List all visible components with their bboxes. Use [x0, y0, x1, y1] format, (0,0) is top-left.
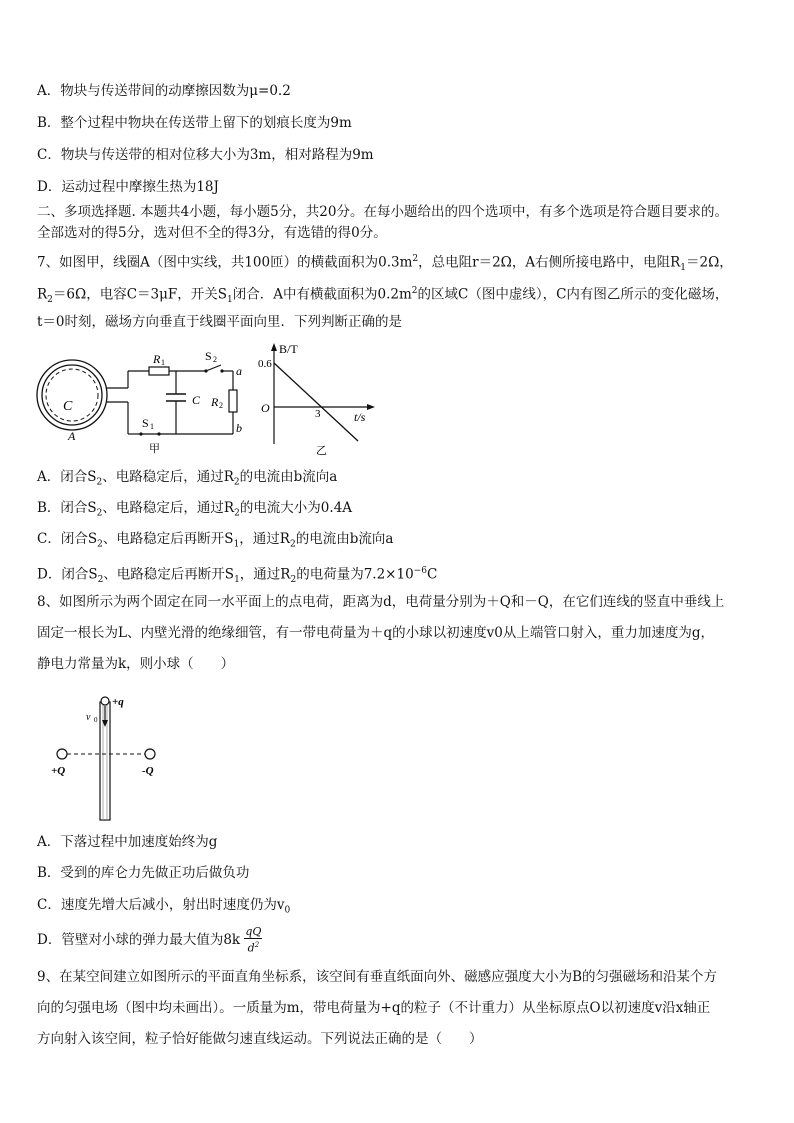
q7-d-text: D．闭合S [37, 566, 98, 583]
label-r1: R [153, 352, 161, 366]
q7-text: ＝6Ω，电容C＝3μF，开关S [52, 286, 227, 303]
q7-text: 7、如图甲，线圈A（图中实线，共100匝）的横截面积为0.3m [37, 254, 413, 271]
q7-b-text: 、电路稳定后，通过R [102, 500, 235, 516]
q7-d-text: ，通过R [239, 566, 291, 583]
resistor-r1 [149, 367, 169, 375]
q8-stem-line2: 固定一根长为L、内壁光滑的绝缘细管，有一带电荷量为＋q的小球以初速度v0从上端管口射入，重力加速度为g， [37, 625, 714, 641]
q7-d-text: 、电路稳定后再断开S [103, 566, 235, 583]
x-axis-arrow [367, 404, 375, 410]
q8-option-c: C．速度先增大后减小，射出时速度仍为$v_0$ [37, 897, 291, 916]
coil-outer [37, 360, 107, 430]
q8-d-text: D．管壁对小球的弹力最大值为8k [37, 931, 241, 948]
frac-denominator: $d^2$ [247, 941, 260, 955]
label-b-node: b [236, 421, 242, 435]
q7-circuit-figure [36, 344, 251, 456]
q7-option-b: B．闭合$S_2$、电路稳定后，通过$R_2$的电流大小为0.4A [37, 500, 353, 519]
q7-c-text: ，通过R [239, 531, 290, 547]
q7-a-text: 的电流由b流向a [239, 469, 338, 485]
q9-stem-line2: 向的匀强电场（图中均未画出）。一质量为m，带电荷量为+q的粒子（不计重力）从坐标原点O以初速度v沿x轴正 [37, 1000, 711, 1016]
q8-d-fraction [244, 926, 262, 955]
q7-stem-line2: $R_2=6\Omega$，电容C＝3μF，开关$S_1$闭合．A中有横截面积为$0.2m^2$的区域C（图中虚线），C内有图乙所示的变化磁场， [37, 286, 729, 306]
label-a: A [68, 429, 76, 443]
q7-text: R [37, 286, 48, 303]
resistor-r2 [229, 390, 237, 412]
label-minus-Q: -Q [142, 765, 154, 777]
svg-text:1: 1 [150, 422, 154, 431]
q7-option-a: A．闭合$S_2$、电路稳定后，通过$R_2$的电流由b流向a [37, 469, 338, 488]
charge-plus-Q [57, 749, 67, 759]
x-tick-label: 3 [315, 408, 321, 420]
caption-yi: 乙 [316, 445, 327, 457]
ball-plus-q [101, 697, 109, 705]
q9-stem-line3: 方向射入该空间，粒子恰好能做匀速直线运动。下列说法正确的是（ ） [37, 1031, 483, 1047]
label-capacitor: C [192, 393, 201, 407]
q6-option-a: A．物块与传送带间的动摩擦因数为μ=0.2 [37, 83, 291, 99]
label-r1-sub: 1 [161, 358, 165, 367]
q7-text: ＝2Ω， [686, 254, 733, 271]
b-line [274, 363, 358, 441]
q7-option-d: D．闭合$S_2$、电路稳定后再断开$S_1$，通过$R_2$的电荷量为$7.2\times 10^{-6}C$ [37, 566, 438, 586]
q7-c-text: 、电路稳定后再断开S [102, 531, 234, 547]
q6-option-c: C．物块与传送带的相对位移大小为3m，相对路程为9m [37, 147, 374, 163]
label-s1: S [142, 416, 149, 430]
q7-c-text: C．闭合S [37, 531, 98, 547]
q8-stem-line1: 8、如图所示为两个固定在同一水平面上的点电荷，距离为d，电荷量分别为＋Q和－Q，在它们连线的竖直中垂线上 [37, 594, 725, 610]
q7-text: 的区域C（图中虚线），C内有图乙所示的变化磁场， [417, 286, 729, 303]
q7-d-text: 的电荷量为7.2×10 [296, 566, 414, 583]
section2-line1: 二、多项选择题. 本题共4小题，每小题5分，共20分。在每小题给出的四个选项中，有多个选项是符合题目要求的。 [37, 204, 728, 220]
q8-option-a: A．下落过程中加速度始终为g [37, 834, 218, 850]
q8-option-d [37, 926, 262, 955]
svg-text:0: 0 [94, 716, 98, 724]
label-s2: S [205, 349, 212, 363]
q8-stem-line3: 静电力常量为k，则小球（ ） [37, 656, 235, 672]
switch-s2 [206, 365, 221, 371]
q8-c-text: C．速度先增大后减小，射出时速度仍为v [37, 897, 285, 913]
label-r2: R [211, 395, 219, 409]
q7-b-text: 的电流大小为0.4A [239, 500, 353, 516]
q7-option-c: C．闭合$S_2$、电路稳定后再断开$S_1$，通过$R_2$的电流由b流向a [37, 531, 394, 550]
q9-stem-line1: 9、在某空间建立如图所示的平面直角坐标系，该空间有垂直纸面向外、磁感应强度大小为B的匀强磁场和沿某个方 [37, 969, 718, 985]
q7-b-text: B．闭合S [37, 500, 97, 516]
section2-line2: 全部选对的得5分，选对但不全的得3分，有选错的得0分。 [37, 225, 387, 241]
caption-jia: 甲 [149, 443, 160, 455]
origin-label: O [261, 401, 270, 415]
svg-text:2: 2 [219, 401, 223, 410]
q8-figure [48, 692, 168, 824]
q6-option-b: B．整个过程中物块在传送带上留下的划痕长度为9m [37, 115, 352, 131]
q7-a-text: 、电路稳定后，通过R [102, 469, 234, 485]
q7-c-text: 的电流由b流向a [295, 531, 394, 547]
q7-text: ，总电阻r＝2Ω，A右侧所接电路中，电阻R [418, 254, 681, 271]
label-plus-q: +q [112, 696, 124, 708]
q7-a-text: A．闭合S [37, 469, 97, 485]
q7-d-text: C [426, 566, 438, 583]
label-a-node: a [236, 364, 242, 378]
coil-inner [42, 365, 102, 425]
label-plus-Q: +Q [51, 765, 66, 777]
q7-stem-line1: 7、如图甲，线圈A（图中实线，共100匝）的横截面积为$0.3m^2$，总电阻r＝2Ω，A右侧所接电路中，电阻$R_1=2\Omega$， [37, 254, 733, 274]
y-axis-arrow [271, 343, 277, 351]
frac-numerator: qQ [245, 925, 262, 938]
q7-text: 闭合．A中有横截面积为0.2m [232, 286, 412, 303]
charge-minus-Q [145, 749, 155, 759]
q6-option-d: D．运动过程中摩擦生热为18J [37, 179, 219, 195]
label-v0: v [86, 712, 91, 723]
q7-bt-graph [258, 340, 378, 458]
x-axis-label: t/s [354, 410, 366, 424]
svg-text:2: 2 [213, 355, 217, 364]
q8-option-b: B．受到的库仑力先做正功后做负功 [37, 865, 250, 881]
y-tick-label: 0.6 [258, 358, 272, 370]
y-axis-label: B/T [279, 342, 298, 356]
label-c-region: C [63, 399, 73, 414]
q7-stem-line3: t＝0时刻，磁场方向垂直于线圈平面向里．下列判断正确的是 [37, 314, 403, 330]
